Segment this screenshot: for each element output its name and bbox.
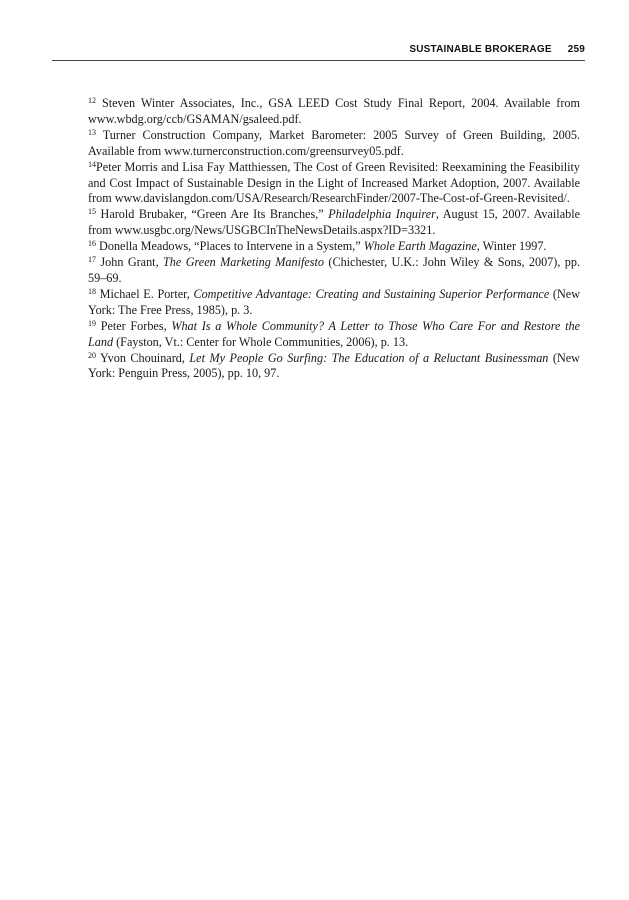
endnote [88,207,580,239]
endnote-number: 16 [88,239,96,249]
endnote [88,287,580,319]
endnote-text: (New York: The Free Press, 1985), p. 3. [88,286,580,317]
endnote-text: Donella Meadows, “Places to Intervene in a System,” [99,239,364,254]
endnotes-list [88,96,580,382]
endnote-number: 20 [88,350,96,360]
endnote [88,255,580,287]
endnote-text: (Chichester, U.K.: John Wiley & Sons, 2007), pp. 59–69. [88,255,581,285]
endnote-text: Turner Construction Company, Market Barometer: 2005 Survey of Green Building, 2005. Available from www.turnerconstruction.com/greensurvey05.pdf. [88,127,580,158]
endnote-number: 14 [88,159,96,169]
endnote-title-italic: Competitive Advantage: Creating and Sustaining Superior Performance [193,286,550,301]
endnote-number: 18 [88,286,96,296]
endnote-title-italic: Philadelphia Inquirer [328,207,436,222]
endnote [88,128,580,160]
endnote-text: Peter Morris and Lisa Fay Matthiessen, The Cost of Green Revisited: Reexamining the Feasibility and Cost Impact of Sustainable Design in the Light of Increased Market Adoption, 2007. Available from www.davislangdon.com/USA/Research/ResearchFinder/2007-The-Cost-of-Green-Revisited/. [88,159,580,206]
endnote-text: , August 15, 2007. Available from www.usgbc.org/News/USGBCInTheNewsDetails.aspx?ID=3321. [88,207,580,238]
endnote-number: 13 [88,127,96,137]
page-number: 259 [567,44,585,55]
endnote-title-italic: Whole Earth Magazine [363,239,477,254]
endnote-number: 19 [88,318,96,328]
running-title: SUSTAINABLE BROKERAGE [409,44,552,55]
endnote-text: Yvon Chouinard, [100,350,190,365]
running-header [52,44,585,61]
endnote-text: (Fayston, Vt.: Center for Whole Communities, 2006), p. 13. [113,334,409,349]
endnote-text: Peter Forbes, [100,318,172,333]
endnote-title-italic: What Is a Whole Community? A Letter to Those Who Care For and Restore the Land [88,318,581,349]
endnote-text: (New York: Penguin Press, 2005), pp. 10, 97. [88,350,580,381]
endnote-number: 12 [88,96,96,105]
endnote [88,96,580,128]
endnote [88,319,580,351]
endnote-title-italic: Let My People Go Surfing: The Education of a Reluctant Businessman [189,350,549,365]
endnote-text: Steven Winter Associates, Inc., GSA LEED Cost Study Final Report, 2004. Available from www.wbdg.org/ccb/GSAMAN/gsaleed.pdf. [88,96,580,126]
endnote [88,160,580,208]
endnote-text: John Grant, [100,255,164,270]
endnote-text: Harold Brubaker, “Green Are Its Branches,” [100,207,329,222]
endnote-number: 15 [88,207,96,217]
endnote-text: Michael E. Porter, [99,286,194,301]
endnote [88,239,580,255]
endnote [88,351,580,383]
endnote-text: , Winter 1997. [476,239,547,254]
endnote-number: 17 [88,255,96,265]
endnote-title-italic: The Green Marketing Manifesto [163,255,324,270]
